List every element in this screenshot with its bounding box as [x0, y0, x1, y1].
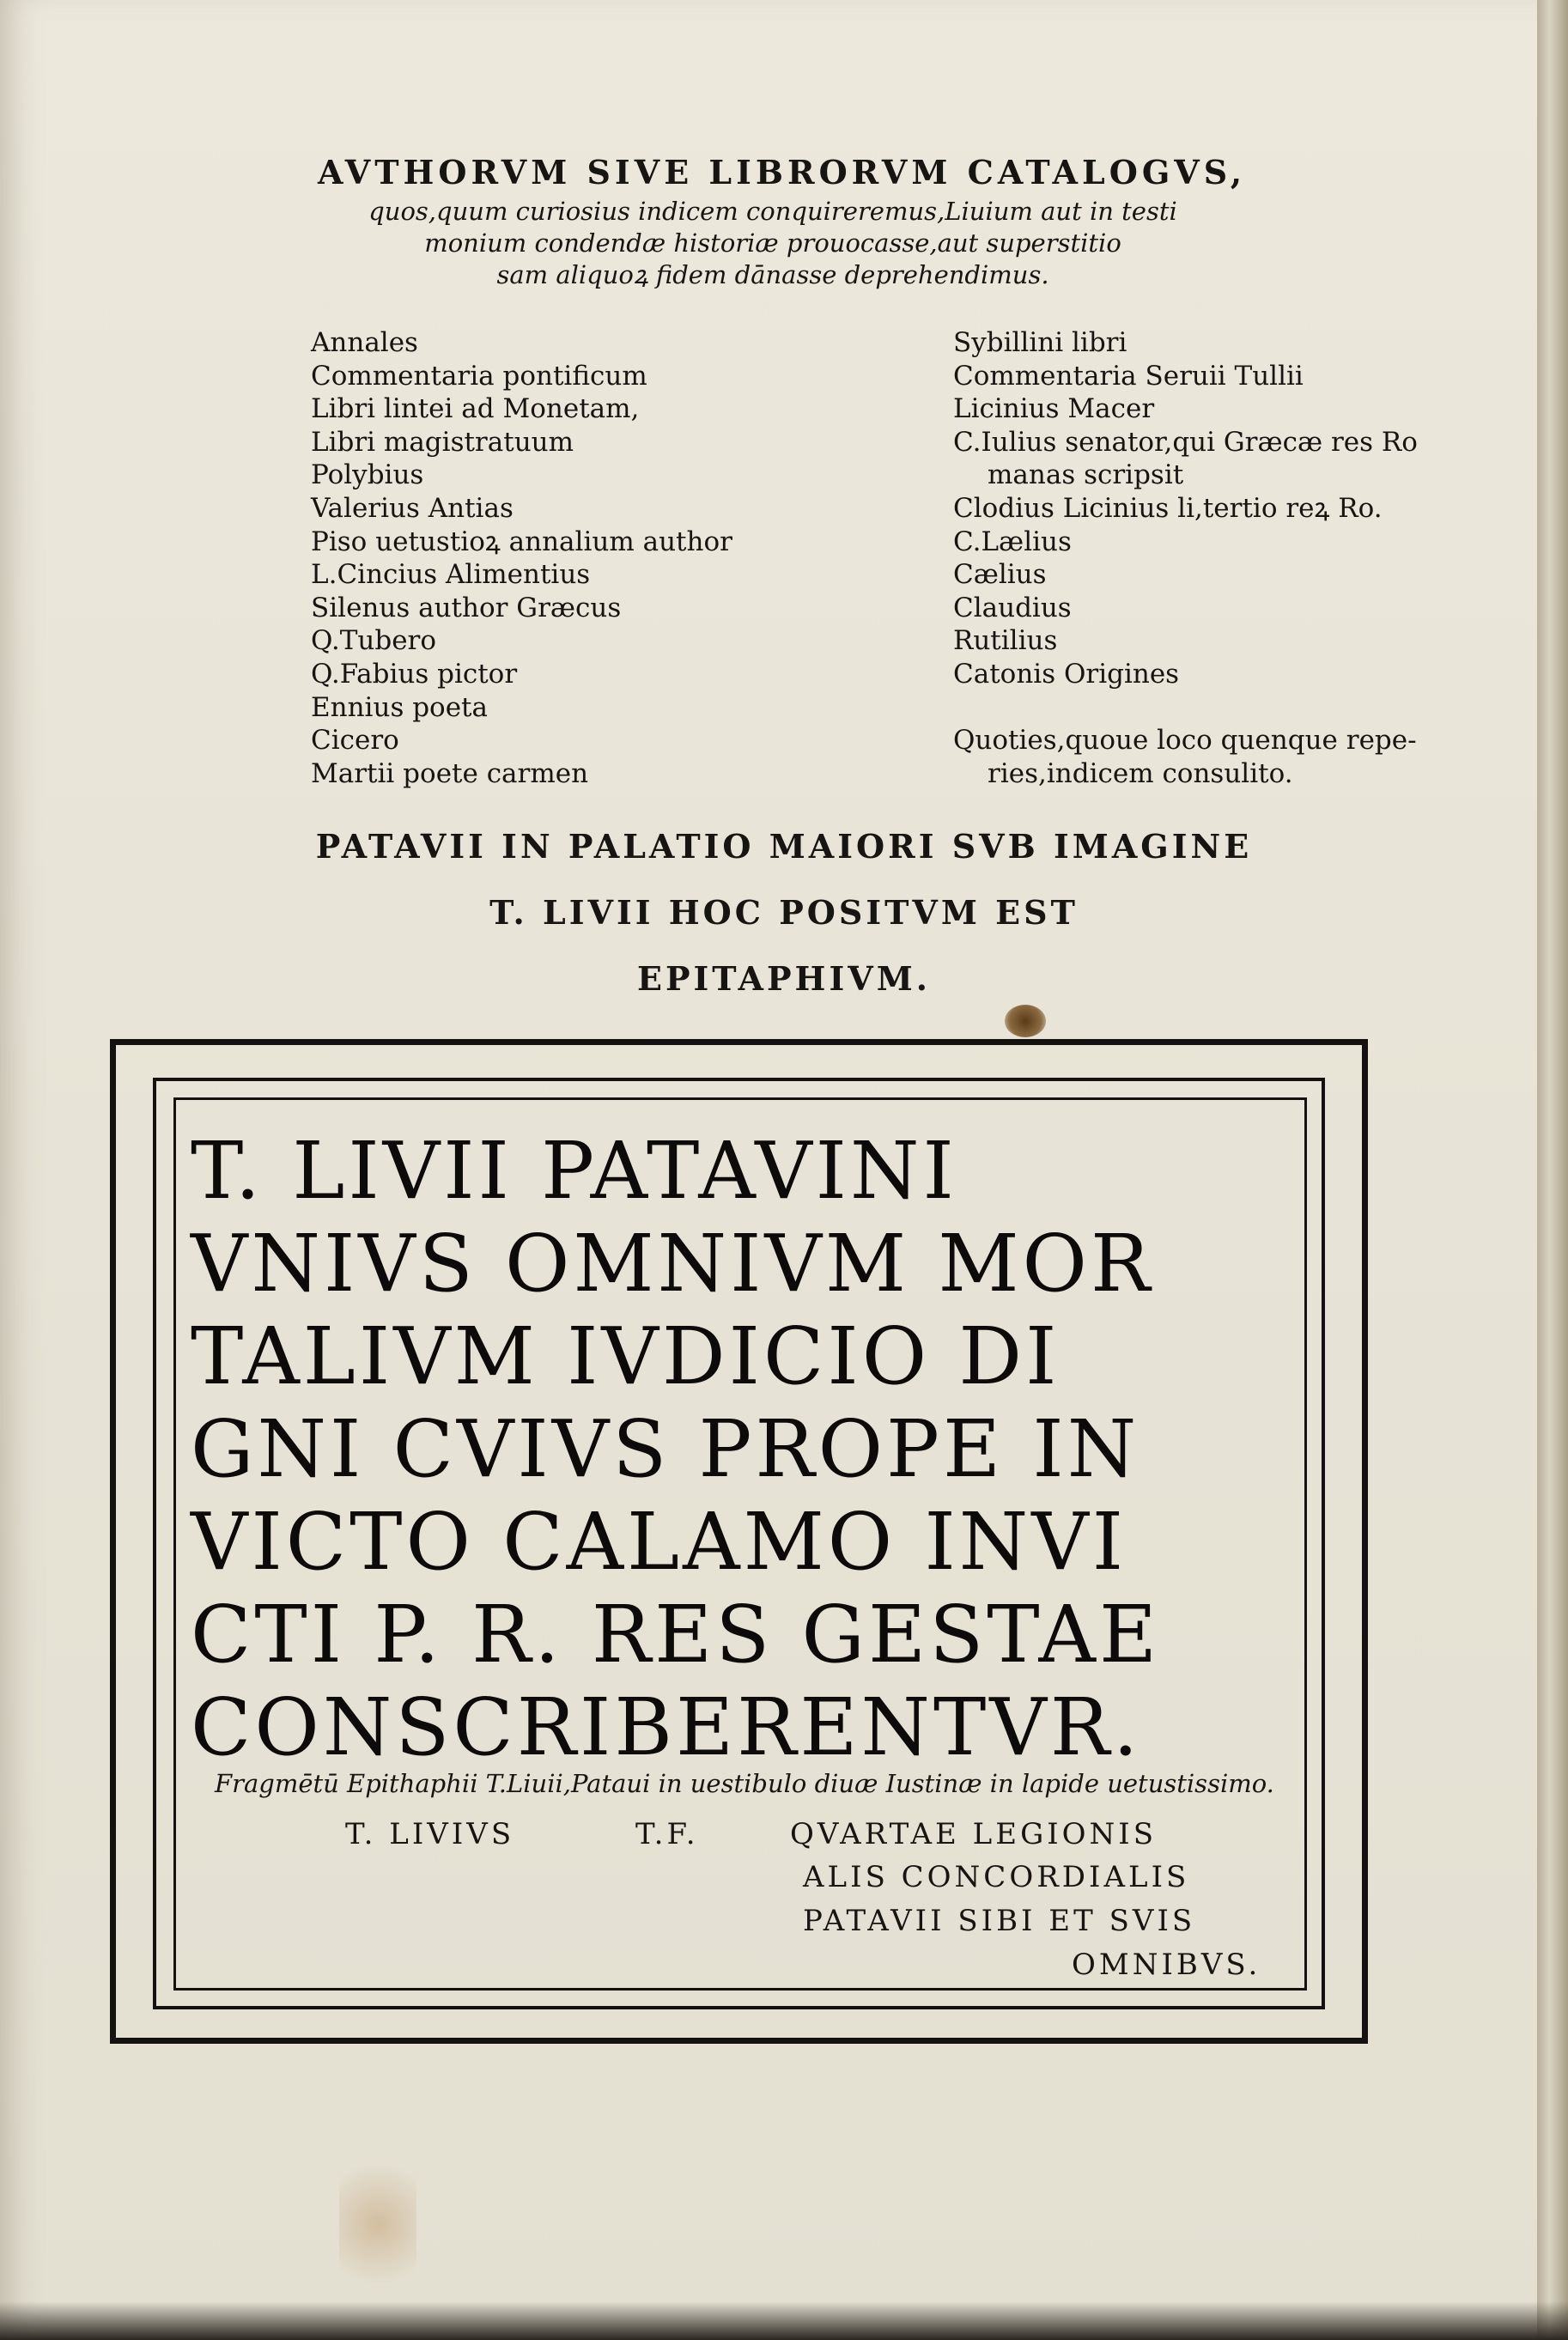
caption-line: T. LIVII HOC POSITVM EST [489, 893, 1079, 932]
author-entry: Polybius [311, 459, 424, 491]
ink-stain [1005, 1005, 1046, 1037]
index-note: ries,indicem consulito. [988, 757, 1293, 789]
epitaph-line: T. LIVII PATAVINI [191, 1125, 957, 1217]
authors-list-right [953, 326, 1418, 790]
author-entry: Commentaria Seruii Tullii [953, 360, 1304, 392]
author-entry: Silenus author Græcus [311, 592, 622, 623]
catalog-subtitle [343, 196, 1202, 291]
fragment-note: Fragmētū Epithaphii T.Liuii,Pataui in uestibulo diuæ Iustinæ in lapide uetustissimo. [215, 1769, 1274, 1798]
inscription-text: OMNIBVS. [1072, 1948, 1261, 1982]
author-entry: Valerius Antias [311, 492, 514, 524]
epitaph-line: VICTO CALAMO INVI [191, 1496, 1127, 1588]
author-entry: Cicero [311, 725, 399, 757]
epitaph-line: CTI P. R. RES GESTAE [191, 1589, 1161, 1681]
author-entry: Libri lintei ad Monetam, [311, 393, 640, 425]
author-entry: Licinius Macer [953, 393, 1155, 425]
epitaph-line: GNI CVIVS PROPE IN [191, 1403, 1140, 1495]
epitaph-line: VNIVS OMNIVM MOR [191, 1218, 1154, 1310]
author-entry: manas scripsit [988, 459, 1184, 491]
author-entry: Libri magistratuum [311, 426, 574, 458]
inscription-text: ALIS CONCORDIALIS [803, 1860, 1190, 1894]
catalog-subtitle-line: monium condendæ historiæ prouocasse,aut superstitio [424, 228, 1121, 258]
author-entry: Commentaria pontificum [311, 360, 647, 392]
author-entry: Q.Tubero [311, 625, 437, 657]
caption-line: EPITAPHIVM. [636, 959, 932, 998]
caption-line: PATAVII IN PALATIO MAIORI SVB IMAGINE [315, 827, 1253, 866]
index-note: Quoties,quoue loco quenque repe- [953, 725, 1417, 757]
author-entry: Sybillini libri [953, 327, 1127, 358]
author-entry: C.Lælius [953, 526, 1072, 557]
author-entry: Claudius [953, 592, 1072, 623]
author-entry: Q.Fabius pictor [311, 658, 518, 690]
author-entry: Martii poete carmen [311, 757, 589, 789]
paper-stain [339, 2147, 416, 2301]
bottom-shadow [0, 2301, 1568, 2340]
blank-entry [953, 691, 1418, 725]
catalog-subtitle-line: quos,quum curiosius indicem conquireremus,Liuium aut in testi [368, 197, 1177, 226]
author-entry: Piso uetustioꝝ annalium author [311, 526, 732, 557]
page-edge [1537, 0, 1568, 2340]
author-entry: Clodius Licinius li,tertio reꝝ Ro. [953, 492, 1383, 524]
catalog-title: AVTHORVM SIVE LIBRORVM CATALOGVS, [318, 153, 1247, 191]
author-entry: Cælius [953, 559, 1047, 591]
author-entry: Annales [311, 327, 418, 358]
author-entry: Rutilius [953, 625, 1058, 657]
author-entry: Catonis Origines [953, 658, 1180, 690]
author-entry: Ennius poeta [311, 691, 488, 723]
inscription-text: PATAVII SIBI ET SVIS [803, 1904, 1196, 1938]
epitaph-line: CONSCRIBERENTVR. [191, 1681, 1142, 1773]
epitaph-line: TALIVM IVDICIO DI [191, 1310, 1061, 1402]
catalog-subtitle-line: sam aliquoꝝ fidem dānasse deprehendimus. [496, 260, 1049, 289]
inscription-text: T.F. [635, 1817, 699, 1851]
inscription-text: QVARTAE LEGIONIS [790, 1817, 1158, 1851]
authors-list-left [311, 326, 732, 790]
inscription-text: T. LIVIVS [345, 1817, 515, 1851]
author-entry: C.Iulius senator,qui Græcæ res Ro [953, 426, 1418, 458]
author-entry: L.Cincius Alimentius [311, 559, 591, 591]
